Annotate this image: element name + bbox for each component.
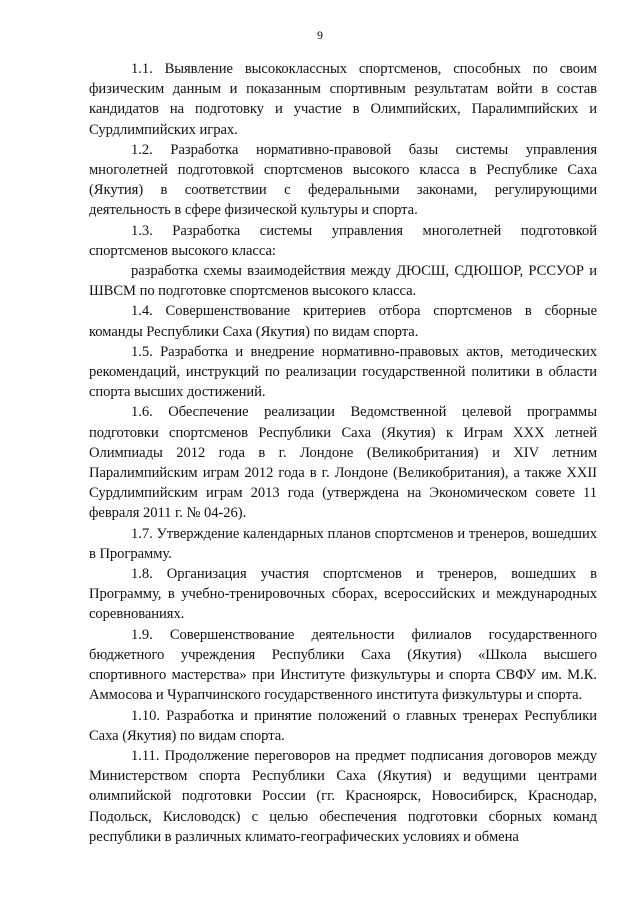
paragraph-1-1: 1.1. Выявление высококлассных спортсменов, способных по своим физическим данным и показанным спортивным результатам войти в состав кандидатов на подготовку и участие в Олимпийских, Паралимпийских и Сурдлимпийских играх. [89, 61, 597, 138]
page-number: 9 [317, 28, 323, 42]
paragraph-1-4: 1.4. Совершенствование критериев отбора спортсменов в сборные команды Республики Саха (Якутия) по видам спорта. [89, 303, 597, 340]
document-body [89, 59, 597, 847]
paragraph-1-3-detail: разработка схемы взаимодействия между ДЮСШ, СДЮШОР, РССУОР и ШВСМ по подготовке спортсменов высокого класса. [89, 263, 597, 300]
paragraph-1-3: 1.3. Разработка системы управления многолетней подготовкой спортсменов высокого класса: [89, 222, 597, 259]
paragraph-1-6: 1.6. Обеспечение реализации Ведомственной целевой программы подготовки спортсменов Республики Саха (Якутия) к Играм XXX летней Олимпиады 2012 года в г. Лондоне (Великобритания) и XIV летним Паралимпийским играм 2012 года в г. Лондоне (Великобритания), а также XXII Сурдлимпийским играм 2013 года (утверждена на Экономическом совете 11 февраля 2011 г. № 04-26). [89, 404, 597, 522]
paragraph-1-8: 1.8. Организация участия спортсменов и тренеров, вошедших в Программу, в учебно-тренировочных сборах, всероссийских и международных соревнованиях. [89, 566, 597, 623]
paragraph-1-11: 1.11. Продолжение переговоров на предмет подписания договоров между Министерством спорта Республики Саха (Якутия) и ведущими центрами олимпийской подготовки России (гг. Красноярск, Новосибирск, Краснодар, Подольск, Кисловодск) с целью обеспечения подготовки сборных команд республики в различных климато-географических условиях и обмена [89, 747, 597, 845]
paragraph-1-5: 1.5. Разработка и внедрение нормативно-правовых актов, методических рекомендаций, инструкций по реализации государственной политики в области спорта высших достижений. [89, 343, 597, 401]
paragraph-1-10: 1.10. Разработка и принятие положений о главных тренерах Республики Саха (Якутия) по видам спорта. [89, 707, 597, 744]
paragraph-1-2: 1.2. Разработка нормативно-правовой базы системы управления многолетней подготовкой спортсменов высокого класса в Республике Саха (Якутия) в соответствии с федеральными законами, регулирующими деятельность в сфере физической культуры и спорта. [89, 141, 597, 219]
paragraph-1-7: 1.7. Утверждение календарных планов спортсменов и тренеров, вошедших в Программу. [89, 525, 597, 562]
paragraph-1-9: 1.9. Совершенствование деятельности филиалов государственного бюджетного учреждения Республики Саха (Якутия) «Школа высшего спортивного мастерства» при Институте физкультуры и спорта СВФУ им. М.К. Аммосова и Чурапчинского государственного института физкультуры и спорта. [89, 626, 597, 704]
